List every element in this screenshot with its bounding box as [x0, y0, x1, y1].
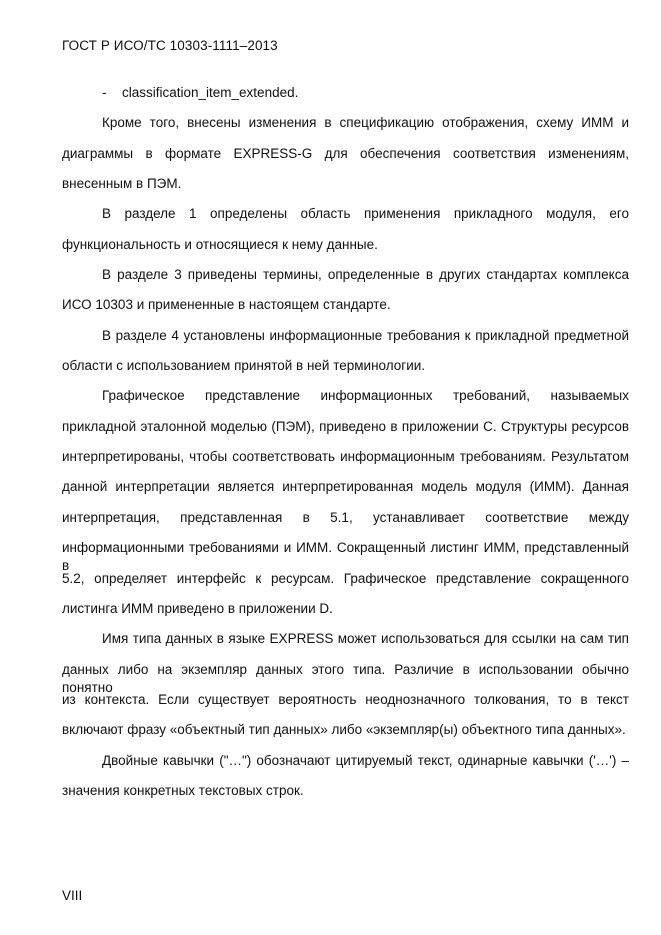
text-line: интерпретация, представленная в 5.1, устанавливает соответствие между [62, 509, 629, 525]
paragraph-section-3 [62, 266, 629, 327]
text-line: В разделе 3 приведены термины, определенные в других стандартах комплекса [102, 267, 629, 283]
text-line: листинга ИММ приведено в приложении D. [62, 600, 333, 616]
text-line: 5.2, определяет интерфейс к ресурсам. Графическое представление сокращенного [62, 570, 629, 586]
text-line: интерпретированы, чтобы соответствовать информационным требованиям. Результатом [62, 449, 629, 465]
text-line: информационными требованиями и ИММ. Сокращенный листинг ИММ, представленный в [62, 540, 629, 574]
text-line: прикладной эталонной моделью (ПЭМ), приведено в приложении С. Структуры ресурсов [62, 418, 629, 434]
list-item [62, 84, 629, 114]
text-line: В разделе 4 установлены информационные требования к прикладной предметной [102, 327, 629, 343]
document-body [62, 84, 629, 812]
text-line: ИСО 10303 и примененные в настоящем стандарте. [62, 297, 391, 313]
text-line: В разделе 1 определены область применения прикладного модуля, его [102, 206, 629, 222]
text-line: диаграммы в формате EXPRESS-G для обеспечения соответствия изменениям, [62, 145, 629, 161]
text-line: значения конкретных текстовых строк. [62, 782, 304, 798]
text-line: данной интерпретации является интерпретированная модель модуля (ИММ). Данная [62, 479, 629, 495]
text-line: Графическое представление информационных требований, называемых [102, 388, 629, 404]
paragraph-section-4 [62, 327, 629, 388]
text-line: Двойные кавычки ("…") обозначают цитируемый текст, одинарные кавычки ('…') – [102, 752, 629, 768]
page-number: VIII [62, 888, 83, 903]
list-marker: - [102, 85, 107, 100]
text-line: функциональность и относящиеся к нему данные. [62, 236, 378, 252]
text-line: Кроме того, внесены изменения в спецификацию отображения, схему ИММ и [102, 115, 629, 131]
paragraph-express-type [62, 630, 629, 751]
paragraph-quotes [62, 752, 629, 813]
text-line: данных либо на экземпляр данных этого типа. Различие в использовании обычно понятно [62, 661, 629, 695]
text-line: области с использованием принятой в ней терминологии. [62, 358, 426, 374]
list-item-text: classification_item_extended. [122, 85, 299, 100]
paragraph-graphical-representation [62, 387, 629, 630]
text-line: из контекста. Если существует вероятность неоднозначного толкования, то в текст [62, 691, 629, 707]
text-line: внесенным в ПЭМ. [62, 176, 182, 192]
text-line: включают фразу «объектный тип данных» либо «экземпляр(ы) объектного типа данных». [62, 722, 626, 738]
paragraph-section-1 [62, 205, 629, 266]
page-header: ГОСТ Р ИСО/ТС 10303-1111–2013 [62, 38, 278, 53]
text-line: Имя типа данных в языке EXPRESS может использоваться для ссылки на сам тип [102, 631, 629, 647]
paragraph-changes [62, 114, 629, 205]
